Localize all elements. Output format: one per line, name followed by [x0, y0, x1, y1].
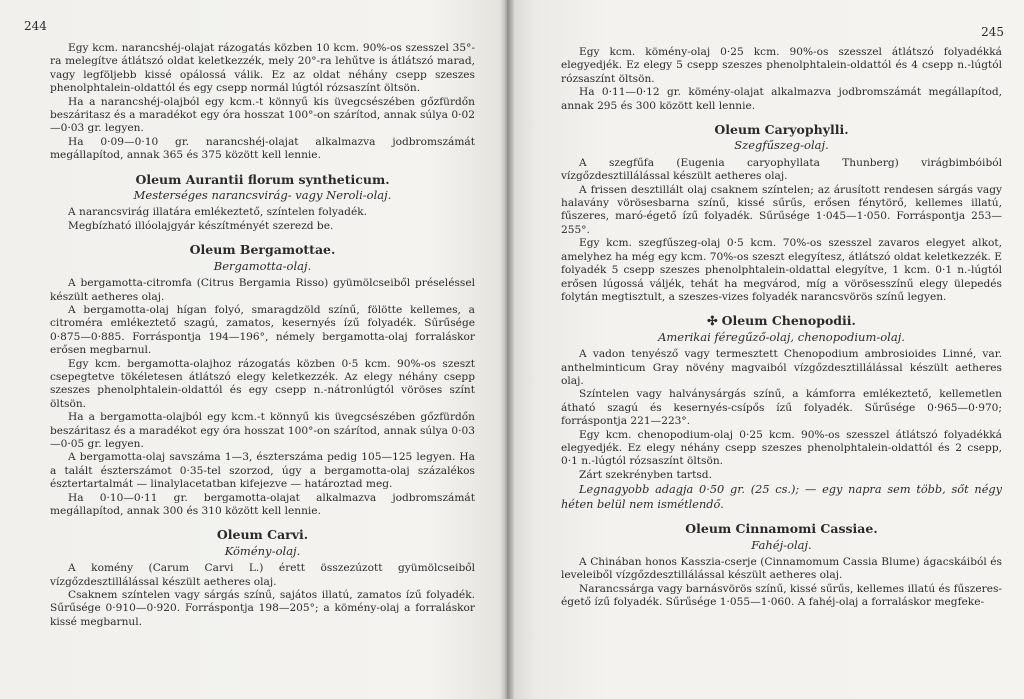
paragraph: A bergamotta-olaj hígan folyó, smaragdzöld színű, fölötte kellemes, a citroméra emlékeztető szagú, zamatos, kesernyés ízű folyadék. Sűrűsége 0·875—0·885. Forráspontja 194—196°, némely bergamotta-olaj forraláskor erősen megbarnul.: [50, 303, 475, 357]
section-heading-text: Oleum Cinnamomi Cassiae.: [685, 521, 878, 537]
cross-icon: ✣: [707, 313, 718, 329]
paragraph: Egy kcm. szegfűszeg-olaj 0·5 kcm. 70%-os szesszel zavaros elegyet alkot, amelyhez ha még egy kcm. 70%-os szeszt elegyítesz, átlátszó oldat keletkezzék. E folyadék 5 csepp szeszes phenolphtalein-oldattal elegyítve, 1 kcm. 0·1 n.-lúgtól erősen lúgossá váljék, tehát ha megvárod, míg a vörösesszínű elegy ülepedés folytán megtisztult, a szeszes-vizes folyadék narancsvörös színű legyen.: [561, 237, 1002, 303]
paragraph: A frissen desztillált olaj csaknem színtelen; az árusított rendesen sárgás vagy halavány vörösesbarna színű, kissé sűrűs, erősen fénytörő, kellemes illatú, fűszeres, maró-égető ízű folyadék. Sűrűsége 1·045—1·050. Forráspontja 253—255°.: [561, 183, 1002, 236]
paragraph: Ha 0·09—0·10 gr. narancshéj-olajat alkalmazva jodbromszámát megállapítod, annak 365 és 375 között kell lennie.: [50, 135, 475, 162]
paragraph: Egy kcm. bergamotta-olajhoz rázogatás közben 0·5 kcm. 90%-os szeszt csepegtetve tökéletesen átlátszó elegy keletkezzék. Az elegy néhány csepp szeszes phenolphtalein-oldattól és egy csepp n.-nátronlúgtól vöröses színt öltsön.: [50, 357, 475, 410]
paragraph: A bergamotta-olaj savszáma 1—3, észterszáma pedig 105—125 legyen. Ha a talált észterszámot 0·35-tel szorzod, úgy a bergamotta-olaj százalékos észtertartalmát — linalylacetatban kifejezve — határoztad meg.: [50, 451, 475, 491]
paragraph: Ha a bergamotta-olajból egy kcm.-t könnyű kis üvegcsészében gőzfürdőn beszáritasz és a maradékot egy óra hosszat 100°-on szárítod, annak súlya 0·03—0·05 gr. legyen.: [50, 411, 475, 450]
section-heading-text: Oleum Caryophylli.: [714, 122, 849, 138]
section-heading: [561, 522, 1002, 535]
paragraph: A szegfűfa (Eugenia caryophyllata Thunberg) virágbimbóiból vízgőzdesztillálással készült aetheres olaj.: [561, 156, 1002, 183]
paragraph: Egy kcm. chenopodium-olaj 0·25 kcm. 90%-os szesszel átlátszó folyadékká elegyedjék. Ez elegy néhány csepp szeszes phenolphtalein-oldattól és 2 csepp, 0·1 n.-lúgtól rózsaszínt öltsön.: [561, 428, 1002, 468]
paragraph: A narancsvirág illatára emlékeztető, színtelen folyadék.: [68, 206, 367, 219]
paragraph: A komény (Carum Carvi L.) érett összezúzott gyümölcseiből vízgőzdesztillálással készült aetheres olaj.: [50, 562, 475, 588]
left-page-body: [50, 42, 475, 629]
section-subheading: Mesterséges narancsvirág- vagy Neroli-olaj.: [133, 188, 392, 203]
paragraph: Ha 0·10—0·11 gr. bergamotta-olajat alkalmazva jodbromszámát megállapítod, annak 300 és 310 között kell lennie.: [50, 491, 475, 517]
paragraph: A vadon tenyésző vagy termesztett Chenopodium ambrosioides Linné, var. anthelminticum Gray növény magvaiból vízgőzdesztillálással készült aetheres olaj.: [561, 348, 1002, 387]
right-page-body: [561, 46, 1002, 610]
left-page: [0, 0, 505, 699]
section-subheading: Szegfűszeg-olaj.: [734, 138, 829, 153]
section-heading-text: Oleum Carvi.: [216, 527, 309, 543]
paragraph: Egy kcm. kömény-olaj 0·25 kcm. 90%-os szesszel átlátszó folyadékká elegyedjék. Ez elegy 5 csepp szeszes phenolphtalein-oldattól és 4 csepp n.-lúgtól rózsaszínt öltsön.: [561, 46, 1002, 85]
paragraph: Csaknem színtelen vagy sárgás színű, sajátos illatú, zamatos ízű folyadék. Sűrűsége 0·910—0·920. Forráspontja 198—205°; a kömény-olaj a forraláskor kissé megbarnul.: [50, 589, 475, 628]
page-number-right: 245: [981, 25, 1004, 39]
section-heading: [561, 123, 1002, 136]
right-page: [505, 0, 1024, 699]
section-subheading: Fahéj-olaj.: [751, 537, 812, 552]
section-subheading: Bergamotta-olaj.: [213, 258, 312, 273]
section-heading: [50, 173, 475, 186]
paragraph: Színtelen vagy halványsárgás színű, a kámforra emlékeztető, kellemetlen átható szagú és kesernyés-csípős ízű folyadék. Sűrűsége 0·965—0·970; forráspontja 221—223°.: [561, 388, 1002, 428]
paragraph: Ha a narancshéj-olajból egy kcm.-t könnyű kis üvegcsészében gőzfürdőn beszáritasz és a maradékot egy óra hosszat 100°-on szárítod, annak súlya 0·02—0·03 gr. legyen.: [50, 95, 475, 135]
section-heading: [561, 314, 1002, 327]
dosage-note: Legnagyobb adagja 0·50 gr. (25 cs.); — egy napra sem több, sőt négy héten belül nem ismétlendő.: [561, 483, 1002, 512]
section-heading: [50, 528, 475, 541]
section-subheading: Amerikai féregűző-olaj, chenopodium-olaj.: [658, 329, 905, 344]
section-heading-text: Oleum Bergamottae.: [189, 242, 336, 258]
paragraph: A Chinában honos Kasszia-cserje (Cinnamomum Cassia Blume) ágacskáiból és leveleiből vízgőzdesztillálással készült aetheres olaj.: [561, 556, 1002, 582]
paragraph: Egy kcm. narancshéj-olajat rázogatás közben 10 kcm. 90%-os szesszel 35°-ra melegítve átlátszó oldat keletkezzék, mely 20°-ra lehűtve is átlátszó marad, vagy legföljebb kissé opálossá válik. Ez az oldat néhány csepp szeszes phenolphtalein-oldattól és egy csepp normál lúgtól rózsaszínt öltsön.: [50, 42, 475, 95]
section-subheading: Köménу-olaj.: [224, 543, 301, 558]
paragraph: Narancssárga vagy barnásvörös színű, kissé sűrűs, kellemes illatú és fűszeres-égető ízű folyadék. Sűrűsége 1·055—1·060. A fahéj-olaj a forraláskor megfeke-: [561, 582, 1002, 609]
page-number-left: 244: [24, 19, 47, 33]
section-heading: [50, 243, 475, 256]
section-heading-text: Oleum Chenopodii.: [721, 313, 856, 329]
paragraph: A bergamotta-citromfa (Citrus Bergamia Risso) gyümölcseiből préseléssel készült aetheres olaj.: [50, 277, 475, 303]
paragraph: Zárt szekrényben tartsd.: [579, 468, 712, 481]
paragraph: Ha 0·11—0·12 gr. kömény-olajat alkalmazva jodbromszámát megállapítod, annak 295 és 300 között kell lennie.: [561, 86, 1002, 112]
paragraph: Megbízható illóolajgyár készítményét szerezd be.: [68, 219, 334, 232]
section-heading-text: Oleum Aurantii florum syntheticum.: [135, 171, 390, 187]
